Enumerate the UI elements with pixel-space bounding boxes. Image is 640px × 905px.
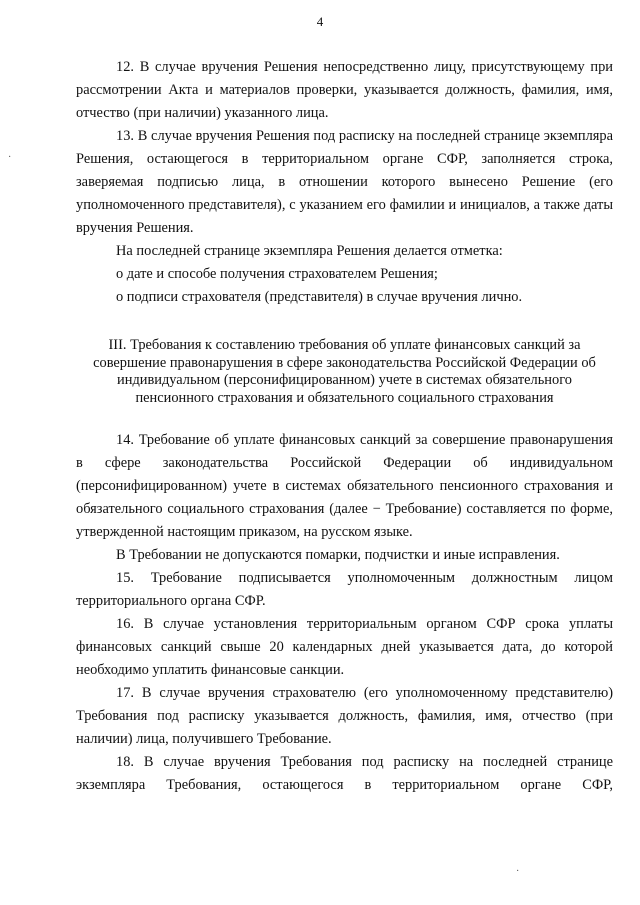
paragraph-mark-signature: о подписи страхователя (представителя) в случае вручения лично. bbox=[116, 289, 523, 305]
paragraph-no-corrections: В Требовании не допускаются помарки, подчистки и иные исправления. bbox=[116, 547, 560, 563]
document-body bbox=[76, 56, 613, 797]
paragraph-12: 12. В случае вручения Решения непосредственно лицу, присутствующему при рассмотрении Акта и материалов проверки, указывается должность, фамилия, имя, отчество (при наличии) указанного лица. bbox=[76, 59, 613, 121]
paragraph-14: 14. Требование об уплате финансовых санкций за совершение правонарушения в сфере законодательства Российской Федерации об индивидуальном (персонифицированном) учете в системах обязательного пенсионного страхования и обязательного социального страхования (далее − Требование) составляется по форме, утвержденной настоящим приказом, на русском языке. bbox=[76, 432, 613, 540]
scan-speck: · bbox=[516, 866, 520, 877]
scan-speck: · bbox=[8, 152, 12, 163]
paragraph-mark-intro: На последней странице экземпляра Решения делается отметка: bbox=[116, 243, 503, 259]
paragraph-13: 13. В случае вручения Решения под расписку на последней странице экземпляра Решения, остающегося в территориальном органе СФР, заполняется строка, заверяемая подписью лица, в отношении которого вынесено Решение (его уполномоченного представителя), с указанием его фамилии и инициалов, а также даты вручения Решения. bbox=[76, 128, 613, 236]
paragraph-15: 15. Требование подписывается уполномоченным должностным лицом территориального органа СФР. bbox=[76, 570, 613, 609]
paragraph-16: 16. В случае установления территориальным органом СФР срока уплаты финансовых санкций свыше 20 календарных дней указывается дата, до которой необходимо уплатить финансовые санкции. bbox=[76, 616, 613, 678]
paragraph-mark-date: о дате и способе получения страхователем Решения; bbox=[116, 266, 438, 282]
heading-spacer bbox=[76, 407, 613, 429]
section-heading: III. Требования к составлению требования об уплате финансовых санкций за совершение правонарушения в сфере законодательства Российской Федерации об индивидуальном (персонифицированном) учете в системах обязательного пенсионного страхования и обязательного социального страхования bbox=[93, 337, 596, 406]
paragraph-18: 18. В случае вручения Требования под расписку на последней странице экземпляра Требования, остающегося в территориальном органе СФР, bbox=[76, 754, 613, 793]
section-spacer bbox=[76, 309, 613, 337]
page-number: 4 bbox=[316, 14, 324, 29]
paragraph-17: 17. В случае вручения страхователю (его уполномоченному представителю) Требования под расписку указывается должность, фамилия, имя, отчество (при наличии) лица, получившего Требование. bbox=[76, 685, 613, 747]
